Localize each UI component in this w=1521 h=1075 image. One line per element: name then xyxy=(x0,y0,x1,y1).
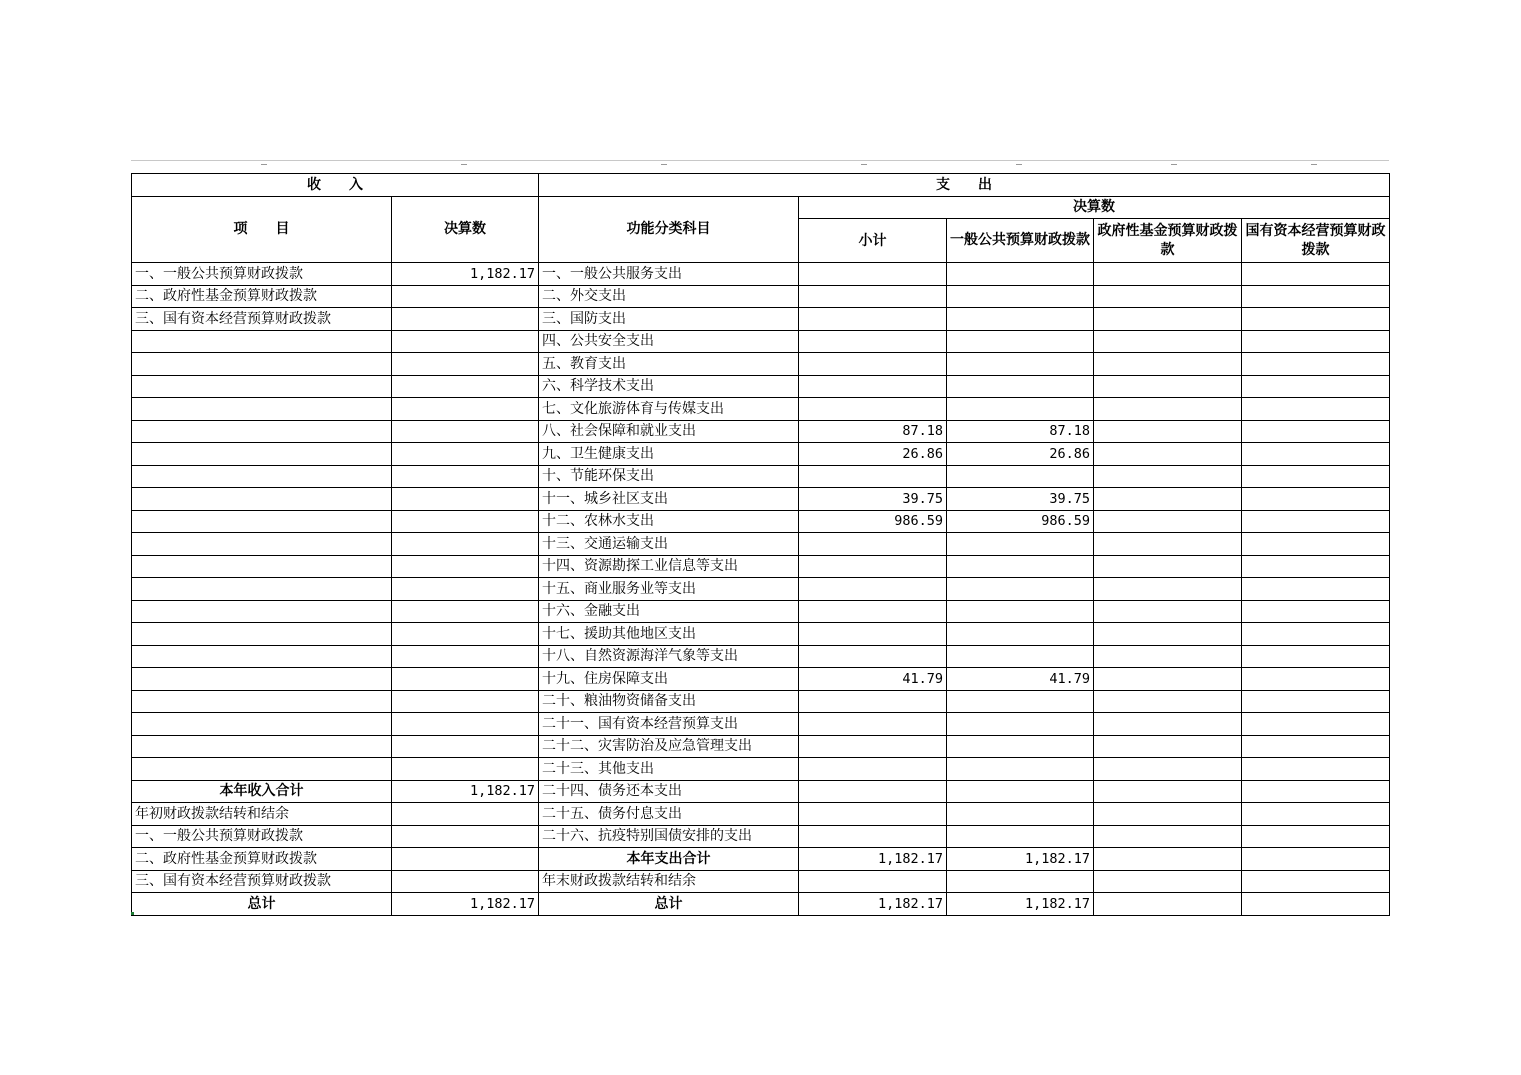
general-budget-cell: 41.79 xyxy=(947,668,1094,691)
income-item-cell xyxy=(132,443,392,466)
gov-fund-cell xyxy=(1094,308,1242,331)
gov-fund-cell xyxy=(1094,555,1242,578)
gov-fund-cell xyxy=(1094,443,1242,466)
general-budget-cell: 1,182.17 xyxy=(947,848,1094,871)
state-capital-cell xyxy=(1242,825,1390,848)
subtotal-cell xyxy=(799,735,947,758)
state-capital-cell xyxy=(1242,780,1390,803)
expenditure-category-cell: 十七、援助其他地区支出 xyxy=(539,623,799,646)
income-item-cell xyxy=(132,555,392,578)
subtotal-cell: 39.75 xyxy=(799,488,947,511)
expenditure-category-cell: 四、公共安全支出 xyxy=(539,330,799,353)
income-amount-cell xyxy=(392,825,539,848)
expenditure-category-cell: 十二、农林水支出 xyxy=(539,510,799,533)
subtotal-cell xyxy=(799,465,947,488)
state-capital-cell xyxy=(1242,803,1390,826)
state-capital-cell xyxy=(1242,668,1390,691)
subtotal-cell xyxy=(799,825,947,848)
general-budget-cell xyxy=(947,825,1094,848)
cropped-row-remnant xyxy=(131,160,1389,173)
expenditure-category-cell: 一、一般公共服务支出 xyxy=(539,263,799,286)
gov-fund-cell xyxy=(1094,510,1242,533)
expenditure-category-cell: 十八、自然资源海洋气象等支出 xyxy=(539,645,799,668)
subtotal-cell xyxy=(799,285,947,308)
general-budget-cell xyxy=(947,353,1094,376)
table-row xyxy=(132,600,1390,623)
income-amount-cell xyxy=(392,533,539,556)
gov-fund-cell xyxy=(1094,758,1242,781)
state-capital-cell xyxy=(1242,623,1390,646)
table-row xyxy=(132,690,1390,713)
general-budget-column-header: 一般公共预算财政拨款 xyxy=(947,219,1094,263)
gov-fund-budget-column-header: 政府性基金预算财政拨款 xyxy=(1094,219,1242,263)
expenditure-category-cell: 十三、交通运输支出 xyxy=(539,533,799,556)
subtotal-cell xyxy=(799,330,947,353)
expenditure-category-cell: 七、文化旅游体育与传媒支出 xyxy=(539,398,799,421)
gov-fund-cell xyxy=(1094,578,1242,601)
state-capital-cell xyxy=(1242,330,1390,353)
general-budget-cell xyxy=(947,600,1094,623)
expenditure-category-cell: 二十、粮油物资储备支出 xyxy=(539,690,799,713)
subtotal-cell: 41.79 xyxy=(799,668,947,691)
general-budget-cell xyxy=(947,645,1094,668)
table-row xyxy=(132,870,1390,893)
gov-fund-cell xyxy=(1094,870,1242,893)
expenditure-category-cell: 十六、金融支出 xyxy=(539,600,799,623)
subtotal-cell xyxy=(799,578,947,601)
general-budget-cell xyxy=(947,375,1094,398)
income-item-cell xyxy=(132,645,392,668)
gov-fund-cell xyxy=(1094,825,1242,848)
state-capital-cell xyxy=(1242,893,1390,916)
subtotal-cell xyxy=(799,375,947,398)
subtotal-cell xyxy=(799,353,947,376)
income-amount-cell: 1,182.17 xyxy=(392,893,539,916)
general-budget-cell xyxy=(947,398,1094,421)
subtotal-cell xyxy=(799,758,947,781)
table-row xyxy=(132,263,1390,286)
income-amount-cell xyxy=(392,803,539,826)
income-amount-cell xyxy=(392,420,539,443)
table-row xyxy=(132,353,1390,376)
state-capital-cell xyxy=(1242,690,1390,713)
general-budget-cell xyxy=(947,578,1094,601)
income-amount-cell xyxy=(392,578,539,601)
gov-fund-cell xyxy=(1094,330,1242,353)
general-budget-cell xyxy=(947,263,1094,286)
expenditure-category-cell: 二十四、债务还本支出 xyxy=(539,780,799,803)
expenditure-category-cell: 十五、商业服务业等支出 xyxy=(539,578,799,601)
income-item-cell xyxy=(132,735,392,758)
income-item-cell: 三、国有资本经营预算财政拨款 xyxy=(132,870,392,893)
subtotal-cell xyxy=(799,263,947,286)
income-item-cell xyxy=(132,465,392,488)
table-row xyxy=(132,533,1390,556)
subtotal-cell xyxy=(799,803,947,826)
general-budget-cell xyxy=(947,285,1094,308)
income-amount-cell xyxy=(392,443,539,466)
income-amount-cell xyxy=(392,713,539,736)
state-capital-cell xyxy=(1242,578,1390,601)
expenditure-category-cell: 本年支出合计 xyxy=(539,848,799,871)
state-capital-cell xyxy=(1242,308,1390,331)
expenditure-category-cell: 二、外交支出 xyxy=(539,285,799,308)
general-budget-cell xyxy=(947,465,1094,488)
income-amount-cell: 1,182.17 xyxy=(392,263,539,286)
expenditure-category-cell: 三、国防支出 xyxy=(539,308,799,331)
state-capital-budget-column-header: 国有资本经营预算财政拨款 xyxy=(1242,219,1390,263)
final-amount-column-header: 决算数 xyxy=(392,196,539,263)
state-capital-cell xyxy=(1242,465,1390,488)
income-amount-cell xyxy=(392,308,539,331)
general-budget-cell xyxy=(947,308,1094,331)
state-capital-cell xyxy=(1242,285,1390,308)
income-item-cell xyxy=(132,375,392,398)
income-item-cell: 二、政府性基金预算财政拨款 xyxy=(132,285,392,308)
gov-fund-cell xyxy=(1094,780,1242,803)
item-column-header: 项 目 xyxy=(132,196,392,263)
spreadsheet-page xyxy=(131,160,1389,916)
table-row xyxy=(132,330,1390,353)
income-item-cell: 一、一般公共预算财政拨款 xyxy=(132,263,392,286)
table-row xyxy=(132,735,1390,758)
income-item-cell xyxy=(132,353,392,376)
income-amount-cell xyxy=(392,848,539,871)
gov-fund-cell xyxy=(1094,375,1242,398)
gov-fund-cell xyxy=(1094,285,1242,308)
subtotal-cell xyxy=(799,533,947,556)
income-item-cell: 年初财政拨款结转和结余 xyxy=(132,803,392,826)
table-row xyxy=(132,308,1390,331)
income-amount-cell xyxy=(392,330,539,353)
table-row xyxy=(132,420,1390,443)
income-item-cell xyxy=(132,330,392,353)
subtotal-cell xyxy=(799,780,947,803)
subtotal-cell: 1,182.17 xyxy=(799,848,947,871)
gov-fund-cell xyxy=(1094,645,1242,668)
state-capital-cell xyxy=(1242,398,1390,421)
income-item-cell xyxy=(132,668,392,691)
table-row xyxy=(132,825,1390,848)
expenditure-category-cell: 十、节能环保支出 xyxy=(539,465,799,488)
expenditure-category-cell: 九、卫生健康支出 xyxy=(539,443,799,466)
table-row xyxy=(132,285,1390,308)
income-item-cell xyxy=(132,713,392,736)
state-capital-cell xyxy=(1242,555,1390,578)
expenditure-category-cell: 十一、城乡社区支出 xyxy=(539,488,799,511)
general-budget-cell xyxy=(947,623,1094,646)
general-budget-cell: 1,182.17 xyxy=(947,893,1094,916)
income-item-cell xyxy=(132,488,392,511)
gov-fund-cell xyxy=(1094,848,1242,871)
state-capital-cell xyxy=(1242,713,1390,736)
expenditure-category-cell: 年末财政拨款结转和结余 xyxy=(539,870,799,893)
income-amount-cell xyxy=(392,510,539,533)
state-capital-cell xyxy=(1242,420,1390,443)
state-capital-cell xyxy=(1242,510,1390,533)
subtotal-cell xyxy=(799,713,947,736)
income-header: 收 入 xyxy=(132,174,539,197)
income-item-cell xyxy=(132,623,392,646)
gov-fund-cell xyxy=(1094,893,1242,916)
income-amount-cell xyxy=(392,623,539,646)
functional-category-column-header: 功能分类科目 xyxy=(539,196,799,263)
table-row xyxy=(132,848,1390,871)
subtotal-column-header: 小计 xyxy=(799,219,947,263)
table-row xyxy=(132,668,1390,691)
general-budget-cell xyxy=(947,713,1094,736)
gov-fund-cell xyxy=(1094,263,1242,286)
expenditure-category-cell: 八、社会保障和就业支出 xyxy=(539,420,799,443)
gov-fund-cell xyxy=(1094,488,1242,511)
income-item-cell: 三、国有资本经营预算财政拨款 xyxy=(132,308,392,331)
income-amount-cell xyxy=(392,668,539,691)
state-capital-cell xyxy=(1242,443,1390,466)
gov-fund-cell xyxy=(1094,713,1242,736)
general-budget-cell: 39.75 xyxy=(947,488,1094,511)
subtotal-cell xyxy=(799,645,947,668)
subtotal-cell xyxy=(799,870,947,893)
general-budget-cell xyxy=(947,870,1094,893)
general-budget-cell xyxy=(947,758,1094,781)
table-row xyxy=(132,758,1390,781)
table-row xyxy=(132,578,1390,601)
table-row xyxy=(132,780,1390,803)
expenditure-header: 支 出 xyxy=(539,174,1390,197)
income-amount-cell: 1,182.17 xyxy=(392,780,539,803)
income-item-cell xyxy=(132,510,392,533)
gov-fund-cell xyxy=(1094,420,1242,443)
income-item-cell: 本年收入合计 xyxy=(132,780,392,803)
general-budget-cell: 87.18 xyxy=(947,420,1094,443)
gov-fund-cell xyxy=(1094,600,1242,623)
subtotal-cell xyxy=(799,623,947,646)
gov-fund-cell xyxy=(1094,690,1242,713)
gov-fund-cell xyxy=(1094,735,1242,758)
subtotal-cell: 1,182.17 xyxy=(799,893,947,916)
income-amount-cell xyxy=(392,488,539,511)
gov-fund-cell xyxy=(1094,398,1242,421)
income-item-cell xyxy=(132,420,392,443)
income-item-cell xyxy=(132,533,392,556)
subtotal-cell: 986.59 xyxy=(799,510,947,533)
gov-fund-cell xyxy=(1094,465,1242,488)
cell-selection-marker xyxy=(131,912,134,915)
final-amount-group-header: 决算数 xyxy=(799,196,1390,219)
income-amount-cell xyxy=(392,555,539,578)
expenditure-category-cell: 二十三、其他支出 xyxy=(539,758,799,781)
expenditure-category-cell: 五、教育支出 xyxy=(539,353,799,376)
income-item-cell xyxy=(132,690,392,713)
expenditure-category-cell: 总计 xyxy=(539,893,799,916)
table-row xyxy=(132,398,1390,421)
income-amount-cell xyxy=(392,375,539,398)
state-capital-cell xyxy=(1242,735,1390,758)
general-budget-cell xyxy=(947,803,1094,826)
general-budget-cell xyxy=(947,330,1094,353)
income-amount-cell xyxy=(392,600,539,623)
table-row xyxy=(132,555,1390,578)
general-budget-cell xyxy=(947,533,1094,556)
state-capital-cell xyxy=(1242,353,1390,376)
expenditure-category-cell: 六、科学技术支出 xyxy=(539,375,799,398)
table-row xyxy=(132,803,1390,826)
state-capital-cell xyxy=(1242,488,1390,511)
income-item-cell xyxy=(132,578,392,601)
table-row xyxy=(132,375,1390,398)
income-item-cell xyxy=(132,398,392,421)
income-amount-cell xyxy=(392,465,539,488)
income-amount-cell xyxy=(392,735,539,758)
state-capital-cell xyxy=(1242,645,1390,668)
table-row xyxy=(132,488,1390,511)
fiscal-appropriation-table xyxy=(131,173,1390,916)
state-capital-cell xyxy=(1242,600,1390,623)
table-row xyxy=(132,465,1390,488)
expenditure-category-cell: 二十五、债务付息支出 xyxy=(539,803,799,826)
state-capital-cell xyxy=(1242,263,1390,286)
income-amount-cell xyxy=(392,353,539,376)
table-row xyxy=(132,645,1390,668)
state-capital-cell xyxy=(1242,870,1390,893)
income-item-cell: 一、一般公共预算财政拨款 xyxy=(132,825,392,848)
gov-fund-cell xyxy=(1094,353,1242,376)
income-amount-cell xyxy=(392,758,539,781)
general-budget-cell: 986.59 xyxy=(947,510,1094,533)
table-row xyxy=(132,893,1390,916)
subtotal-cell xyxy=(799,308,947,331)
income-item-cell xyxy=(132,600,392,623)
income-amount-cell xyxy=(392,690,539,713)
general-budget-cell: 26.86 xyxy=(947,443,1094,466)
general-budget-cell xyxy=(947,555,1094,578)
subtotal-cell xyxy=(799,690,947,713)
subtotal-cell xyxy=(799,600,947,623)
general-budget-cell xyxy=(947,780,1094,803)
table-row xyxy=(132,713,1390,736)
income-amount-cell xyxy=(392,285,539,308)
subtotal-cell: 26.86 xyxy=(799,443,947,466)
expenditure-category-cell: 二十六、抗疫特别国债安排的支出 xyxy=(539,825,799,848)
income-item-cell: 二、政府性基金预算财政拨款 xyxy=(132,848,392,871)
income-item-cell xyxy=(132,758,392,781)
gov-fund-cell xyxy=(1094,533,1242,556)
table-row xyxy=(132,623,1390,646)
subtotal-cell: 87.18 xyxy=(799,420,947,443)
income-amount-cell xyxy=(392,645,539,668)
expenditure-category-cell: 二十二、灾害防治及应急管理支出 xyxy=(539,735,799,758)
income-amount-cell xyxy=(392,870,539,893)
gov-fund-cell xyxy=(1094,623,1242,646)
general-budget-cell xyxy=(947,690,1094,713)
gov-fund-cell xyxy=(1094,803,1242,826)
expenditure-category-cell: 十九、住房保障支出 xyxy=(539,668,799,691)
expenditure-category-cell: 二十一、国有资本经营预算支出 xyxy=(539,713,799,736)
state-capital-cell xyxy=(1242,533,1390,556)
subtotal-cell xyxy=(799,555,947,578)
state-capital-cell xyxy=(1242,375,1390,398)
state-capital-cell xyxy=(1242,848,1390,871)
general-budget-cell xyxy=(947,735,1094,758)
state-capital-cell xyxy=(1242,758,1390,781)
gov-fund-cell xyxy=(1094,668,1242,691)
table-row xyxy=(132,510,1390,533)
table-row xyxy=(132,443,1390,466)
income-item-cell: 总计 xyxy=(132,893,392,916)
subtotal-cell xyxy=(799,398,947,421)
expenditure-category-cell: 十四、资源勘探工业信息等支出 xyxy=(539,555,799,578)
income-amount-cell xyxy=(392,398,539,421)
